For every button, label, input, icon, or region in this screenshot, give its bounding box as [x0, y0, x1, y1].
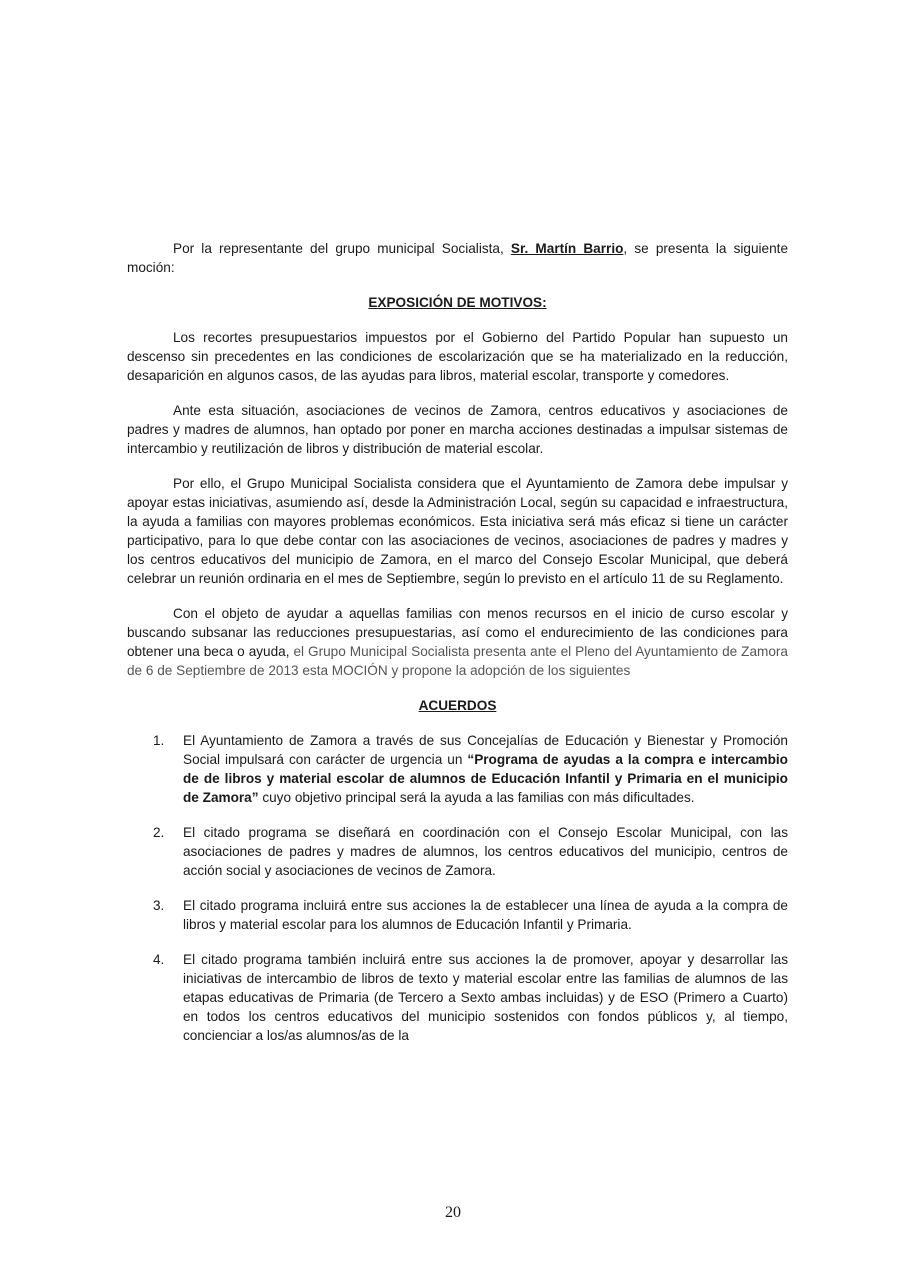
objeto-text-gray: el Grupo Municipal Socialista presenta ante el Pleno del Ayuntamiento de Zamora de 6 de Septiembre de 2013 esta MOCIÓN y propone la adopción de los siguientes: [127, 644, 788, 678]
page-number: 20: [445, 1204, 461, 1221]
paragraph-porello: Por ello, el Grupo Municipal Socialista considera que el Ayuntamiento de Zamora debe impulsar y apoyar estas iniciativas, asumiendo así, desde la Administración Local, según su capacidad e infraestructura, la ayuda a familias con mayores problemas económicos. Esta iniciativa será más eficaz si tiene un carácter participativo, para lo que debe contar con las asociaciones de vecinos, asociaciones de padres y madres y los centros educativos del municipio de Zamora, en el marco del Consejo Escolar Municipal, que deberá celebrar un reunión ordinaria en el mes de Septiembre, según lo previsto en el artículo 11 de su Reglamento.: [127, 476, 788, 586]
item-1-text-before: El Ayuntamiento de Zamora a través de sus Concejalías de Educación y Bienestar y Promoción Social impulsará con carácter de urgencia un: [183, 733, 788, 767]
paragraph-objeto: [127, 604, 788, 680]
intro-text-after: , se presenta la siguiente moción:: [127, 241, 789, 275]
paragraph-recortes: Los recortes presupuestarios impuestos por el Gobierno del Partido Popular han supuesto un descenso sin precedentes en las condiciones de escolarización que se ha materializado en la reducción, desaparición en algunos casos, de las ayudas para libros, material escolar, transporte y comedores.: [127, 330, 788, 383]
heading-exposicion-text: EXPOSICIÓN DE MOTIVOS:: [368, 295, 547, 310]
objeto-text-black: Con el objeto de ayudar a aquellas familias con menos recursos en el inicio de curso escolar y buscando subsanar las reducciones presupuestarias, así como el endurecimiento de las condiciones para obtener una beca o ayuda,: [127, 606, 788, 659]
heading-acuerdos-text: ACUERDOS: [418, 698, 497, 713]
item-1-text-after: cuyo objetivo principal será la ayuda a las familias con más dificultades.: [258, 790, 695, 805]
heading-exposicion-de-motivos: [127, 293, 788, 312]
intro-text-before: Por la representante del grupo municipal Socialista,: [173, 241, 511, 256]
item-2-text: El citado programa se diseñará en coordinación con el Consejo Escolar Municipal, con las asociaciones de padres y madres de alumnos, los centros educativos del municipio, centros de acción social y asociaciones de vecinos de Zamora.: [183, 825, 788, 878]
acuerdos-list: [127, 731, 788, 1045]
intro-paragraph: [127, 239, 788, 277]
list-item-2: [153, 823, 788, 880]
paragraph-situacion: Ante esta situación, asociaciones de vecinos de Zamora, centros educativos y asociaciones de padres y madres de alumnos, han optado por poner en marcha acciones destinadas a impulsar sistemas de intercambio y reutilización de libros y distribución de material escolar.: [127, 403, 788, 456]
list-number-2: 2.: [153, 825, 165, 840]
list-number-3: 3.: [153, 898, 165, 913]
list-number-1: 1.: [153, 733, 165, 748]
item-4-text: El citado programa también incluirá entre sus acciones la de promover, apoyar y desarrollar las iniciativas de intercambio de libros de texto y material escolar entre las familias de alumnos de las etapas educativas de Primaria (de Tercero a Sexto ambas incluidas) y de ESO (Primero a Cuarto) en todos los centros educativos del municipio sostenidos con fondos públicos y, al tiempo, concienciar a los/as alumnos/as de la: [183, 952, 788, 1043]
list-item-3: [153, 896, 788, 934]
item-3-text: El citado programa incluirá entre sus acciones la de establecer una línea de ayuda a la compra de libros y material escolar para los alumnos de Educación Infantil y Primaria.: [183, 898, 788, 932]
list-number-4: 4.: [153, 952, 165, 967]
presenter-name: Sr. Martín Barrio: [510, 241, 624, 256]
list-item-4: [153, 950, 788, 1045]
heading-acuerdos: [127, 696, 788, 715]
program-title: “Programa de ayudas a la compra e intercambio de de libros y material escolar de alumnos de Educación Infantil y Primaria en el municipio de Zamora”: [183, 752, 788, 805]
list-item-1: [153, 731, 788, 807]
